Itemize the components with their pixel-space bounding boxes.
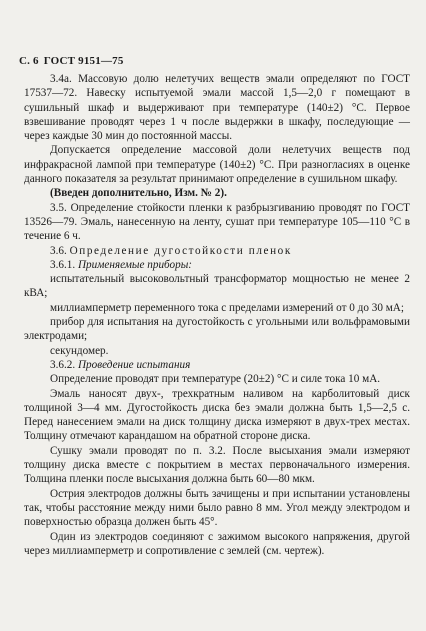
paragraph-3-4a: 3.4а. Массовую долю нелетучих веществ эмали определяют по ГОСТ 17537—72. Навеску испытуемой эмали массой 1,5—2,0 г помещают в сушильный шкаф и выдерживают при температуре (140±2) °С. Первое взвешивание проводят через 1 ч после выдержки в шкафу, последующие — через каждые 30 мин до постоянной массы.	[24, 73, 410, 143]
subsection-title: Применяемые приборы:	[77, 258, 193, 271]
subsection-title: Проведение испытания	[77, 358, 191, 371]
subsection-number: 3.6.2.	[50, 358, 76, 371]
standard-code: ГОСТ 9151—75	[43, 55, 124, 67]
section-number: 3.6.	[50, 244, 67, 257]
device-transformer: испытательный высоковольтный трансформатор мощностью не менее 2 кВА;	[24, 273, 410, 300]
test-drying: Сушку эмали проводят по п. 3.2. После высыхания эмали измеряют толщину диска вместе с покрытием в местах первоначального измерения. Толщина пленки после высыхания должна быть 60—80 мкм.	[24, 444, 410, 486]
section-3-6-heading	[24, 244, 410, 258]
test-connection: Один из электродов соединяют с зажимом высокого напряжения, другой через миллиамперметр и сопротивление с землей (см. чертеж).	[24, 530, 410, 557]
paragraph-alternative-method: Допускается определение массовой доли нелетучих веществ под инфракрасной лампой при температуре (140±2) °С. При разногласиях в оценке данного показателя за результат принимают определение в сушильном шкафу.	[24, 144, 410, 186]
paragraph-3-5: 3.5. Определение стойкости пленки к разбрызгиванию проводят по ГОСТ 13526—79. Эмаль, нанесенную на ленту, сушат при температуре 105—110 °С в течение 6 ч.	[24, 201, 410, 243]
subsection-number: 3.6.1.	[50, 258, 76, 271]
document-body	[24, 72, 410, 558]
device-milliammeter: миллиамперметр переменного тока с пределами измерений от 0 до 30 мА;	[50, 301, 404, 314]
test-application: Эмаль наносят двух-, трехкратным наливом на карболитовый диск толщиной 3—4 мм. Дугостойкость диска без эмали должна быть 1,5—2,5 с. Перед нанесением эмали на диск толщину диска измеряют в двух-трех местах. Толщину отмечают карандашом на обратной стороне диска.	[24, 387, 410, 443]
subsection-3-6-1-heading	[24, 258, 410, 272]
subsection-3-6-2-heading	[24, 358, 410, 372]
device-arc-tester: прибор для испытания на дугостойкость с угольными или вольфрамовыми электродами;	[24, 316, 410, 343]
section-title: Определение дугостойкости пленок	[69, 244, 292, 257]
test-electrodes: Острия электродов должны быть зачищены и при испытании установлены так, чтобы расстояние между ними было равно 8 мм. Угол между электродом и поверхностью образца должен быть 45°.	[24, 487, 410, 529]
device-stopwatch: секундомер.	[50, 344, 109, 357]
amendment-note: (Введен дополнительно, Изм. № 2).	[50, 187, 227, 200]
page-number: С. 6	[19, 55, 39, 67]
test-conditions: Определение проводят при температуре (20±2) °С и силе тока 10 мА.	[50, 373, 381, 386]
page-header	[19, 55, 124, 67]
